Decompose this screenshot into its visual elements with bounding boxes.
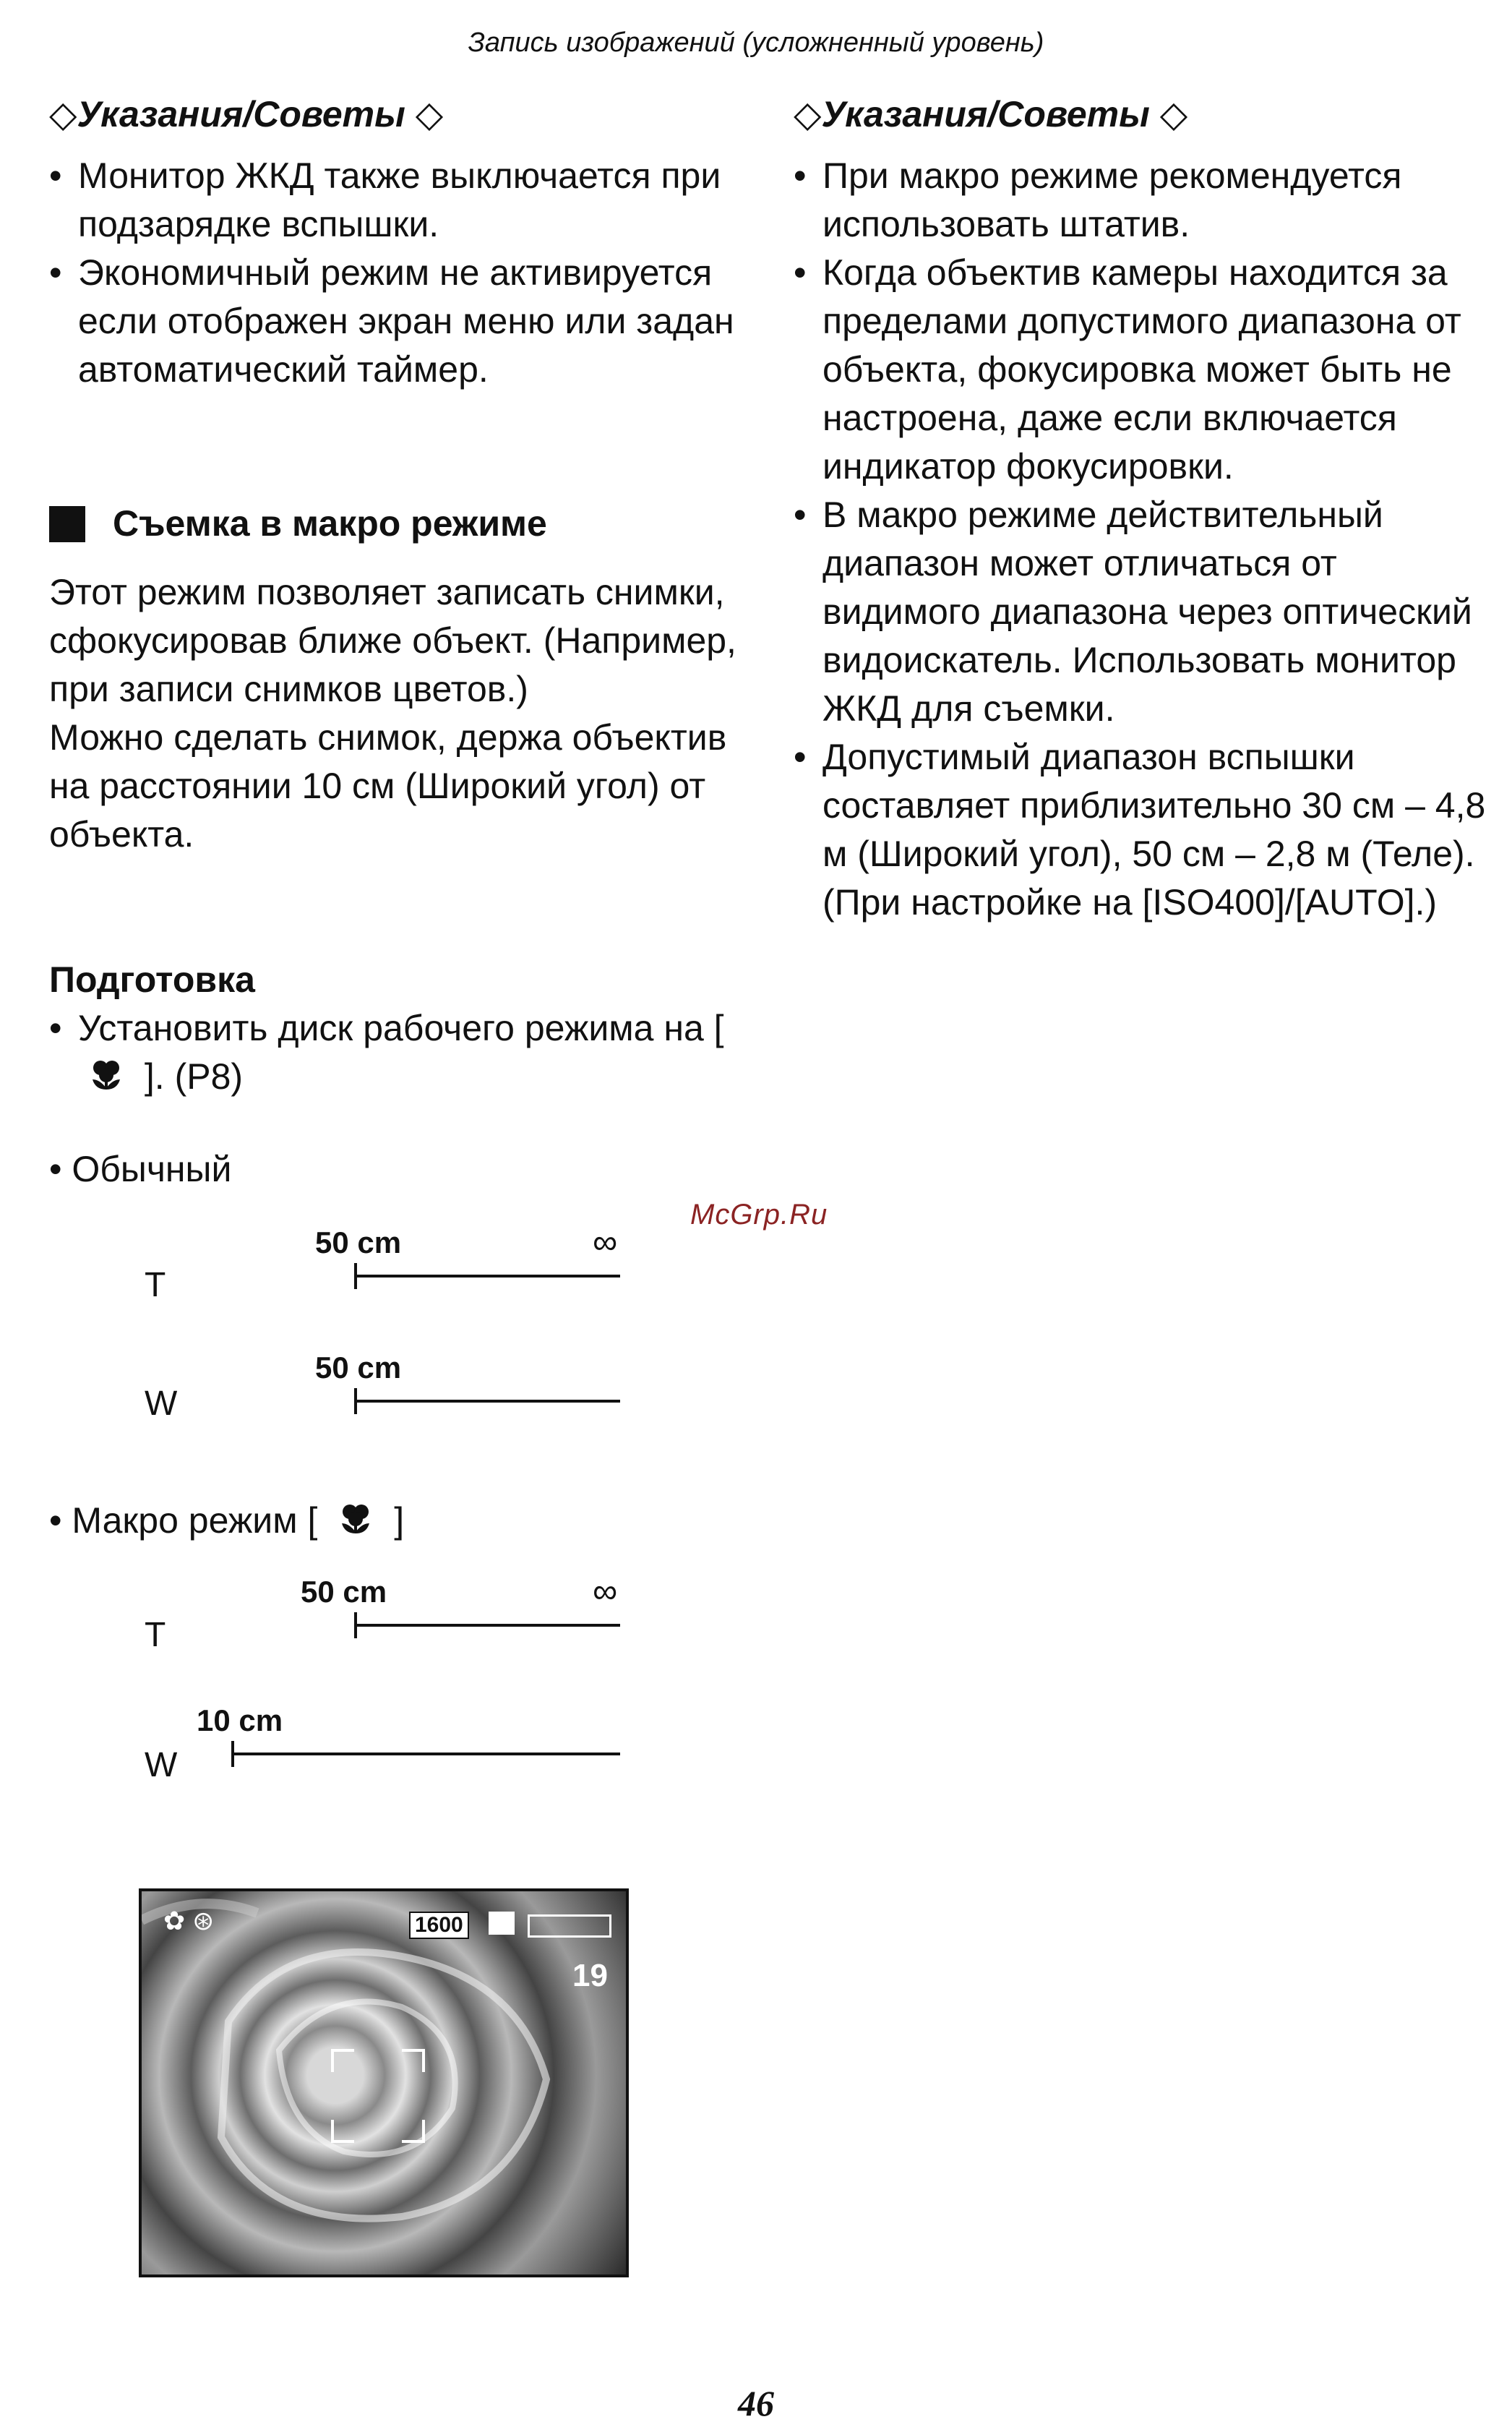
macro-flower-icon: ✿ ⊛ (163, 1906, 215, 1935)
range-diagram-normal-wide: W 50 cm (130, 1351, 665, 1481)
shots-remaining: 19 (572, 1958, 608, 1993)
focus-range-line (354, 1400, 620, 1403)
macro-mode-label: • Макро режим [ ] (49, 1497, 404, 1547)
infinity-icon: ∞ (593, 1572, 618, 1611)
list-item: • В макро режиме действительный диапазон может отличаться от видимого диапазона через оптический видоискатель. Использовать монитор ЖКД для съемки. (794, 491, 1487, 733)
macro-flower-icon (338, 1499, 374, 1547)
focus-range-line (231, 1753, 620, 1755)
right-column (794, 93, 1487, 927)
quality-icon (489, 1912, 515, 1935)
list-item: • Допустимый диапазон вспышки составляет приблизительно 30 см – 4,8 м (Широкий угол), 50 см – 2,8 м (Теле). (При настройке на [ISO400]/[AUTO].) (794, 733, 1487, 927)
right-tips-list (794, 152, 1487, 927)
watermark: McGrp.Ru (690, 1199, 828, 1231)
focus-frame (331, 2049, 425, 2143)
lcd-preview-image (139, 1888, 629, 2277)
diamond-icon: ◇ (1149, 94, 1188, 134)
battery-icon (528, 1914, 611, 1938)
diamond-icon: ◇ (405, 94, 444, 134)
distance-paragraph: Можно сделать снимок, держа объектив на расстоянии 10 см (Широкий угол) от объекта. (49, 717, 727, 855)
diamond-icon: ◇ (49, 94, 77, 134)
list-item: • Экономичный режим не активируется если отображен экран меню или задан автоматический таймер. (49, 249, 757, 394)
range-diagram-macro-tele: T 50 cm ∞ (130, 1575, 665, 1705)
range-diagram-normal-tele: T 50 cm ∞ (130, 1225, 665, 1356)
normal-mode-label: • Обычный (49, 1149, 232, 1189)
diamond-icon: ◇ (794, 94, 822, 134)
left-column (49, 93, 757, 394)
macro-flower-icon (88, 1055, 124, 1103)
prep-title: Подготовка (49, 959, 255, 1000)
list-item: • Монитор ЖКД также выключается при подзарядке вспышки. (49, 152, 757, 249)
range-diagram-macro-wide: W 10 cm (130, 1703, 665, 1833)
left-tips-list (49, 152, 757, 394)
list-item: • При макро режиме рекомендуется использовать штатив. (794, 152, 1487, 249)
list-item: • Когда объектив камеры находится за пределами допустимого диапазона от объекта, фокусировка может быть не настроена, даже если включается индикатор фокусировки. (794, 249, 1487, 491)
list-item: • Установить диск рабочего режима на [ ]. (P8) (49, 1004, 743, 1103)
infinity-icon: ∞ (593, 1223, 618, 1262)
square-bullet-icon (49, 506, 85, 542)
left-tips-title: ◇Указания/Советы ◇ (49, 94, 444, 134)
preparation (49, 956, 743, 1103)
section-body (49, 568, 743, 859)
focus-range-line (354, 1624, 620, 1627)
page-number: 46 (738, 2383, 774, 2423)
right-tips-title: ◇Указания/Советы ◇ (794, 94, 1188, 134)
iso-indicator: 1600 (409, 1912, 469, 1939)
intro-paragraph: Этот режим позволяет записать снимки, сфокусировав ближе объект. (Например, при записи снимков цветов.) (49, 572, 736, 709)
section-title: Съемка в макро режиме (49, 500, 547, 547)
focus-range-line (354, 1275, 620, 1278)
running-header: Запись изображений (усложненный уровень) (468, 27, 1044, 58)
